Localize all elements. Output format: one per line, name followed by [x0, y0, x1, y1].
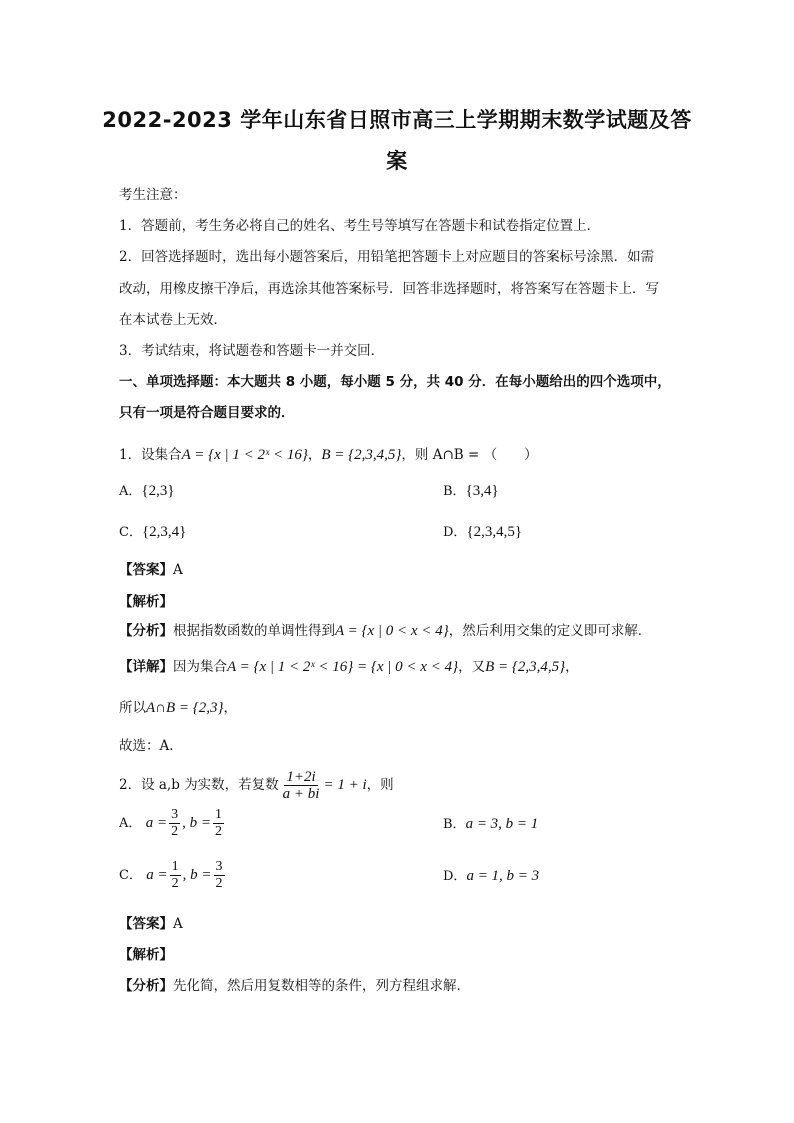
notice-item-3: 3．考试结束，将试题卷和答题卡一并交回．	[119, 343, 385, 359]
q2-analysis-tag: 【解析】	[119, 947, 173, 963]
q1-xiangjie: 【详解】因为集合A = {x | 1 < 2ˣ < 16} = {x | 0 < x < 4}，又B = {2,3,4,5}，	[119, 659, 579, 675]
q1-analysis-tag: 【解析】	[119, 594, 173, 610]
q1-option-c: C．{2,3,4}	[119, 524, 187, 540]
notice-item-2: 2．回答选择题时，选出每小题答案后，用铅笔把答题卡上对应题目的答案标号涂黑．如需	[119, 249, 655, 265]
q1-set-b: B = {2,3,4,5}	[321, 447, 402, 463]
q2-option-b: B．a = 3, b = 1	[443, 816, 539, 832]
q1-answer-value: A	[173, 562, 183, 578]
section-heading: 一、单项选择题：本大题共 8 小题，每小题 5 分，共 40 分．在每小题给出的四个选项中，	[119, 374, 671, 390]
q1-option-d: D．{2,3,4,5}	[443, 524, 523, 540]
notice-item-2-end: 在本试卷上无效．	[119, 312, 227, 328]
q1-answer: 【答案】A	[119, 562, 183, 578]
q2-option-c: C． a = $\frac{1}{2}$ , b = $\frac{3}{2}$	[119, 859, 223, 891]
notice-item-1: 1．答题前，考生务必将自己的姓名、考生号等填写在答题卡和试卷指定位置上．	[119, 218, 601, 234]
question-2-stem: 2．设 a,b 为实数，若复数 $\frac{1+2i}{a + bi}$ = 1 + i，则	[119, 769, 394, 802]
q1-option-a-value: {2,3}	[141, 483, 175, 499]
q1-sep: ，	[307, 447, 322, 463]
q1-suffix: ，则 A∩B = （ ）	[401, 447, 538, 463]
q1-option-d-value: {2,3,4,5}	[466, 524, 523, 540]
q1-set-a: A = {x | 1 < 2ˣ < 16}	[181, 447, 308, 463]
q2-answer: 【答案】A	[119, 916, 183, 932]
notice-item-2-cont: 改动，用橡皮擦干净后，再选涂其他答案标号．回答非选择题时，将答案写在答题卡上．写	[119, 281, 659, 297]
q1-option-a: A．{2,3}	[119, 483, 175, 499]
q1-prefix: 1．设集合	[119, 447, 182, 463]
q2-answer-value: A	[173, 916, 183, 932]
q1-option-b: B．{3,4}	[443, 483, 499, 499]
question-1-stem	[119, 445, 538, 465]
q1-option-b-value: {3,4}	[465, 483, 499, 499]
document-title-line2: 案	[386, 149, 408, 173]
q1-suoyi: 所以A∩B = {2,3}，	[119, 700, 238, 716]
q2-option-d: D．a = 1, b = 3	[443, 868, 540, 884]
q2-option-a: A． a = $\frac{3}{2}$ , b = $\frac{1}{2}$	[119, 807, 222, 839]
q2-fenxi: 【分析】先化简，然后用复数相等的条件，列方程组求解．	[119, 978, 470, 994]
document-title-line1: 2022-2023 学年山东省日照市高三上学期期末数学试题及答	[102, 108, 692, 132]
q1-conclusion: 故选：A．	[119, 738, 183, 754]
q1-option-c-value: {2,3,4}	[141, 524, 187, 540]
q2-fraction: $\frac{1+2i}{a + bi}$	[282, 769, 320, 802]
section-heading-cont: 只有一项是符合题目要求的．	[119, 405, 295, 421]
notice-heading: 考生注意：	[119, 187, 187, 203]
q1-fenxi: 【分析】根据指数函数的单调性得到A = {x | 0 < x < 4}，然后利用交集的定义即可求解．	[119, 623, 652, 639]
